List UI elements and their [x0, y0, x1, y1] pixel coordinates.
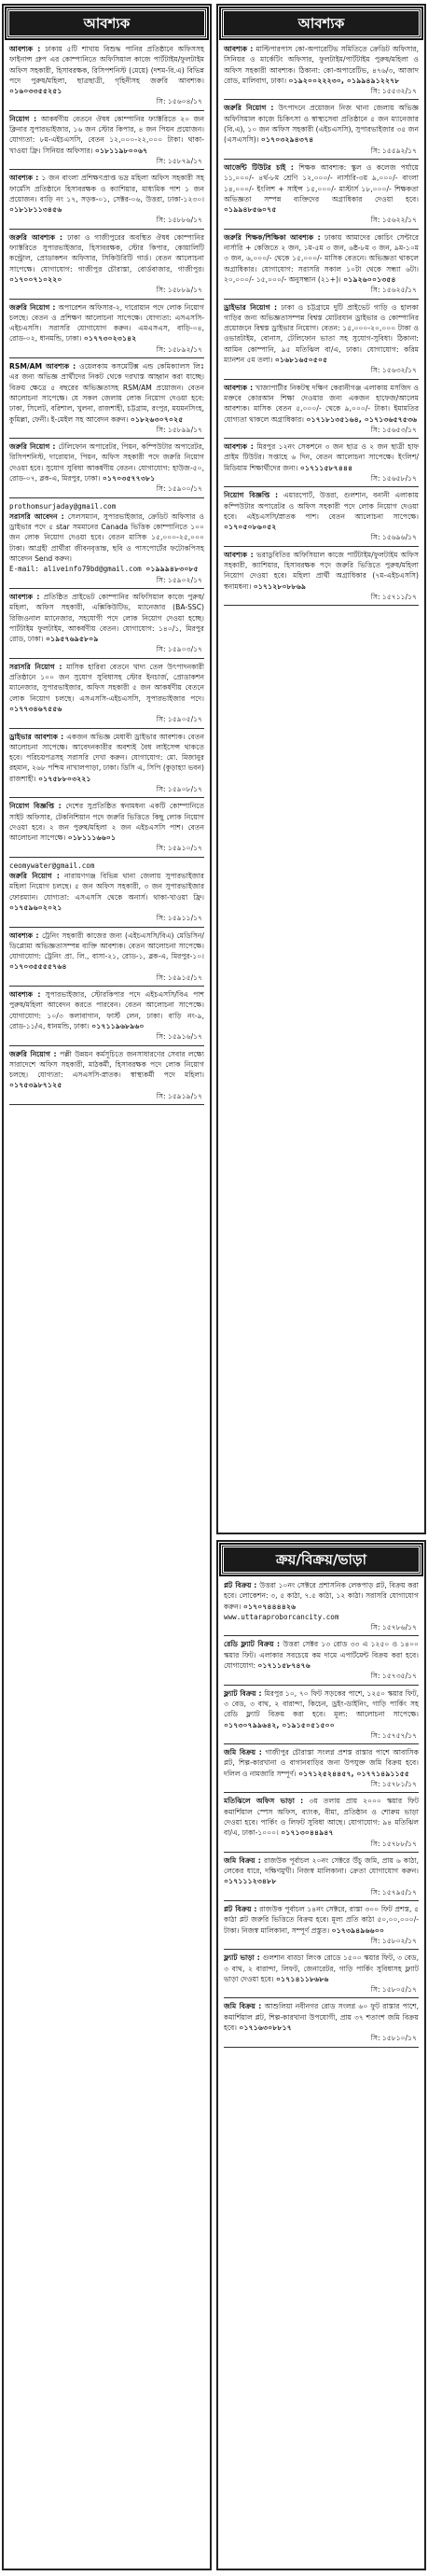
ad-category: জরুরি শিক্ষক/শিক্ষিকা আবশ্যক :: [224, 232, 324, 242]
ad-divider: [9, 1104, 204, 1105]
classified-ad: [224, 1580, 419, 1612]
ad-category: ফ্ল্যাট বিক্রয় :: [224, 1688, 265, 1698]
ad-reference: সি: ১৫৭৯৫/১৭: [370, 1887, 417, 1897]
classified-ad: [224, 44, 419, 96]
ad-divider: [9, 927, 204, 928]
ad-phone: ০১৭১১৫৮৭৪৪৪: [299, 463, 353, 472]
ad-reference: সি: ১৫৭৮৬/১৭: [370, 1623, 417, 1632]
ad-phone: ০১৭৫৯৬০২০২১: [9, 903, 62, 912]
ad-divider: [9, 357, 204, 358]
ad-reference: সি: ১৫৭৮১/১৭: [370, 1780, 417, 1789]
ad-divider: [9, 857, 204, 858]
ad-body: ঢাকা ও গাজীপুরের অবস্থিত ঔষধ কোম্পানির ফ্যাক্টরিতে সুপারভাইজার, হিসাবরক্ষক, স্টোর কিপার, কোয়ালিটি কন্ট্রোল, প্রোডাকশন অফিসার, সিকিউরিটি গার্ড। বেতন আলোচনা সাপেক্ষে। যোগাযোগ: গাজীপুর চৌরাস্তা, বোর্ডবাজার, গাজীপুর।: [9, 232, 204, 273]
property-column-header: ক্রয়/বিক্রয়/ভাড়া: [221, 1545, 421, 1575]
ad-phone: ০১৭৫৮৮০৩২২১: [38, 774, 91, 783]
ad-category: আবশ্যক :: [224, 45, 256, 53]
classified-ad: [224, 162, 419, 226]
ad-body: মাল্টিপারপাস কো-অপারেটিভ সমিতিতে ক্রেডিট অফিসার, সিনিয়র ও মার্কেটিং অফিসার, ফুলটাইম/পার্টটাইম পুরুষ/মহিলা ও অফিস সহকারী আবশ্যক। ঠিকানা: কো-অপারেটিভ, ৪৭৬/৩, আজাদ রোড, মালিবাগ, ঢাকা।: [224, 45, 419, 85]
right-column-header: আবশ্যক: [221, 8, 421, 38]
ad-phone: ০১৭৩০৭৯৯৬৪২, ০১৯১৫০৫১৫০০: [224, 1720, 335, 1729]
ad-divider: [224, 605, 419, 606]
ad-category: আবশ্যক :: [9, 45, 46, 53]
ad-divider: [9, 438, 204, 439]
ad-category: আবশ্যক :: [224, 442, 257, 452]
ad-phone: ০১৯২০০২২২৩০, ০১৯৯৪৯১২২৭৮: [288, 76, 400, 85]
classified-ad: [9, 1049, 204, 1101]
ad-divider: [9, 588, 204, 589]
ad-phone: ০১৭০৩৫৫৫৫৭৬৪: [9, 962, 67, 972]
ad-reference: সি: ১৫৭৮৮/১৭: [370, 1839, 417, 1848]
ad-category: আবশ্যক :: [9, 990, 46, 1000]
ad-divider: [9, 497, 204, 498]
classified-ad: [224, 1639, 419, 1681]
ad-category: নিয়োগ বিজ্ঞপ্তি :: [224, 491, 283, 500]
classified-ad: [9, 871, 204, 923]
ad-category: জমি বিক্রয় :: [224, 1855, 264, 1865]
ad-category: জরুরি আবশ্যক :: [9, 232, 68, 242]
classified-ad: [9, 511, 204, 564]
classified-ad: [9, 302, 204, 355]
ad-body: শিক্ষক আবশ্যক: স্কুল ও কলেজ পর্যায়ে ১১,০০০/- ৪র্থ-৮ম শ্রেণি ১২,০০০/- নার্সারি-৩য় ৯,০০০/- বাংলা ১৪,০০০/- ইংলিশ + সাইন্স ১৫,০০০/- মাস্টার্স ১৮,০০০/- শিক্ষকতা অভিজ্ঞতা সম্পন্ন ব্যক্তিদের অগ্রাধিকার দেওয়া হবে।: [224, 162, 419, 203]
ad-divider: [224, 486, 419, 487]
ad-category: ফ্ল্যাট ভাড়া :: [224, 1953, 263, 1963]
ad-phone: ০১৭৩৯৪৯৬৬০০: [331, 1925, 385, 1935]
ad-category: জমি বিক্রয় :: [224, 1748, 266, 1757]
classified-ad: [9, 173, 204, 225]
ad-divider: [224, 1792, 419, 1793]
ad-reference: সি: ১৫৬৫৩/১৭: [370, 425, 417, 434]
ad-divider: [224, 379, 419, 380]
classified-ad: [224, 1855, 419, 1897]
left-classified-column: [2, 4, 212, 2570]
ad-reference: সি: ১৫৬৫৮/১৭: [370, 473, 417, 483]
ad-body: উৎপাদনে প্রয়োজন নিজ থানা জেলায় অভিজ্ঞ অফিসিয়াল কাজে চিকিৎসা ও স্বাস্থ্যসেবা প্রতিষ্ঠানে ৫ জন ম্যানেজার (বি.এ), ১০ জন অফিস সহকারী (এইচএসসি), সুপারভাইজার ৩৫ জন (এসএসসি)।: [224, 104, 419, 145]
ad-phone: ০১৬০৩৩৫৫২৫১: [9, 87, 62, 96]
ad-reference: সি: ১৫৯১৬/১৭: [156, 1032, 202, 1042]
classified-ad: [9, 931, 204, 983]
ad-phone: ০১৯২৬০০১৩৫৪: [343, 274, 396, 284]
ad-phone: ০১৭১৪১১৮৬৮৬: [276, 1974, 329, 1983]
classified-ad: [9, 592, 204, 655]
ad-divider: [224, 159, 419, 160]
ad-divider: [224, 299, 419, 300]
ad-reference: সি: ১৫৮৭৯/১৭: [156, 156, 202, 165]
ad-body: ঢাকায় আমাদের কোচিং সেন্টারে নার্সারি + কেজিতে ২ জন, ১ম-৫ম ৩ জন, ৬ষ্ঠ-৮ম ৩ জন, ৯ম-১০ম ৩ জন, ৬,০০০/- থেকে ১৫,০০০/- মাসিক বেতনে। অভিজ্ঞতা থাকলে অগ্রাধিকার। যোগাযোগ: সরাসরি সকাল ১০টা থেকে সন্ধ্যা ৬টা। ২০,০০০/- ১৫,০০০/- অনুসন্ধান (২১+)।: [224, 232, 419, 284]
classified-ad: [224, 490, 419, 542]
ad-reference: সি: ১৫৭৫৭/১৭: [370, 1730, 417, 1740]
ad-phone: ০১৯৯৯৪৮৩০৮৫: [145, 565, 199, 574]
classified-ad: [9, 861, 204, 871]
ad-divider: [9, 299, 204, 300]
ad-phone: ০১৭৭৩৪৬৭৫৫৬: [9, 704, 62, 713]
ad-body: রাজউক পূর্বাচল ১৪নং সেক্টরে, রাস্তা ৩০০ ফিট প্রশস্ত, ৫ কাঠা প্লট জরুরি ভিত্তিতে বিক্রয় হবে। মূল্য প্রতি কাঠা ৫০,০০,০০০/- টাকা। নিজস্ব মালিকানা, সম্পূর্ণ প্রস্তুত।: [224, 1905, 419, 1935]
ad-divider: [224, 546, 419, 547]
ad-reference: সি: ১৫৯১১/১৭: [156, 914, 202, 923]
ad-phone: ০১৭১৩০৪৪৯৪৭: [281, 1828, 334, 1838]
classified-ad: [224, 2001, 419, 2043]
ad-reference: সি: ১৫৯১৯/১৭: [156, 1091, 202, 1100]
ad-reference: সি: ১৫৮১০/১৭: [370, 2034, 417, 2043]
ad-reference: সি: ১৫৫৩২/১৭: [370, 87, 417, 96]
ad-body: মিরপুর ১০, ৭০ ফিট সড়কের পাশে, ১২৫০ স্কয়ার ফিট, ৩ বেড, ৩ বাথ, ২ বারান্দা, কিচেন, ড্রইং-ডাইনিং, গাড়ি পার্কিং সহ রেডি ফ্ল্যাট বিক্রয় করা হবে। মূল্য: আলোচনা সাপেক্ষে।: [224, 1688, 419, 1719]
ad-reference: সি: ১৫৮৮৯/১৭: [156, 286, 202, 295]
ad-category: জরুরি নিয়োগ :: [9, 1049, 61, 1058]
ad-phone: ০১৭১৬৩০৮৮১৭: [239, 2023, 292, 2032]
classified-ad: [9, 564, 204, 585]
classified-ad: [9, 732, 204, 795]
ad-phone: ০১৭১১৫৮৭৪৭৬: [257, 1661, 311, 1671]
ad-reference: সি: ১৫৬৩২/১৭: [370, 366, 417, 375]
ad-category: নিয়োগ :: [9, 114, 41, 123]
left-column-header: আবশ্যক: [7, 8, 207, 38]
ad-body: পল্লী উন্নয়ন কর্মসূচিতে জনসাধারণের সেবার লক্ষ্যে সারাদেশে অফিস সহকারী, মাঠকর্মী, হিসাবরক্ষক পদে লোক নিয়োগ চলছে। যোগ্যতা: এসএসসি-স্নাতক। স্বাস্থ্যকর্মী পদে মহিলা।: [9, 1049, 204, 1080]
ad-body: উত্তরা সেক্টর ১৩ রোড ৩৩ এ ১২৫০ ও ১৪০০ স্কয়ার ফিট। এলাকার সবচেয়ে কম দামে এপার্টমেন্ট বিক্রয় করা হবে। যোগাযোগ:: [224, 1640, 419, 1671]
ad-body: নারায়ণগঞ্জ বিভিন্ন থানা জেলায় সুপারভাইজার মহিলা নিয়োগ চলছে। ৫ জন অফিস সহকারী, ৩ জন সুপারভাইজার ফোরম্যান। যোগ্যতা: এসএসসি থেকে অনার্স। থাকা-খাওয়া ফ্রি।: [9, 872, 204, 902]
ad-body: সেলসম্যান, সুপারভাইজার, ক্রেডিট অফিসার ও ড্রাইভার পদে ৫ star সমমানের Canada ভিত্তিক কোম্পানিতে ১০০ জন লোক নিয়োগ দেওয়া হবে। বেতন মাসিক ১৫,০০০-২৫,০০০ টাকা। আগ্রহী প্রার্থীরা জীবনবৃত্তান্ত, ছবি ও পাসপোর্টের ফটোকপিসহ আবেদন Send করুন।: [9, 511, 204, 564]
ad-phone: ০১৭৭৩০২৩১৪২: [83, 334, 137, 343]
classified-ad: [9, 801, 204, 853]
ad-body: প্রতিষ্ঠিত প্রাইভেট কোম্পানির অফিসিয়াল কাজে পুরুষ/মহিলা, অফিস সহকারী, এক্সিকিউটিভ, ম্যানেজার (BA-SSC) রিজিওনাল ম্যানেজার, সহযোগী পদে লোক নিয়োগ দেওয়া হচ্ছে। পার্টটাইম ফুলটাইম, আকর্ষণীয় বেতন। যোগাযোগ: ১৪০/১, মিরপুর রোড, ঢাকা।: [9, 592, 204, 644]
ad-reference: সি: ১৫৬২২/১৭: [370, 216, 417, 225]
ad-phone: ০১৭০৫০৮৬০৫২: [224, 523, 277, 532]
ad-phone: ০১৭০০৭১০২২০: [9, 274, 62, 284]
ad-category: রেডি ফ্ল্যাট বিক্রয় :: [224, 1640, 283, 1649]
ad-category: আবশ্যক :: [224, 550, 257, 559]
ad-phone: ০১৭১২৫২৪৪৫৭, ০১৭৭১৪৯১১৫৫: [298, 1769, 409, 1778]
ad-category: ড্রাইভার নিয়োগ :: [224, 302, 282, 312]
ad-divider: [224, 1852, 419, 1853]
ad-reference: সি: ১৫৯০৮/১৭: [156, 785, 202, 793]
classified-ad: [9, 232, 204, 296]
ad-body: গাজীপুর চৌরাস্তা সংলগ্ন প্রশস্ত রাস্তার পাশে আবাসিক প্লট, শিল্প-কারখানা ও বাগানবাড়ির জন্য উপযুক্ত জমি বিক্রয় হবে। দলিল ও নামজারি সম্পূর্ণ।: [224, 1748, 419, 1778]
ad-body: দেশের সুপ্রতিষ্ঠিত স্বনামধন্য একটি কোম্পানিতে সাইট অফিসার, টেকনিশিয়ান পদে জরুরি ভিত্তিতে কিছু লোক নিয়োগ দেওয়া হবে। ২ জন পুরুষ/মহিলা ২ জন এইচএসসি পাশ। বেতন আলোচনা সাপেক্ষে।: [9, 802, 204, 843]
right-classified-column: [216, 4, 426, 1534]
ad-contact-link[interactable]: ceomywater@gmail.com: [9, 861, 95, 870]
ad-phone: ০১৭১৮১৩৫১৬৪, ০১৭১৩৬৫৭৫৩৬: [306, 414, 418, 424]
ad-phone: ০১৭০৩৫৭৭৩৮১: [102, 473, 156, 483]
classified-ad: [9, 989, 204, 1042]
ad-divider: [9, 1045, 204, 1046]
classified-ad: [224, 1953, 419, 1995]
ad-body: ট্রেনিং সহকারী কাজের জন্য (এইচএসসি/বিএ) মেডিসিন/ডিপ্লোমা অভিজ্ঞতাসম্পন্ন ব্যক্তি আবশ্যক। বেতন আলোচনা সাপেক্ষে। যোগাযোগ: ট্রেনিং প্রা. লি., বাসা-২১, রোড-১, ব্লক-এ, মিরপুর-১০।: [9, 931, 204, 961]
ad-category: প্লট বিক্রয় :: [224, 1581, 260, 1589]
ad-body: একজন অভিজ্ঞ মেধাবী ড্রাইভার আবশ্যক। বেতন আলোচনা সাপেক্ষে। আবেদনকারীর অবশ্যই বৈধ লাইসেন্স থাকতে হবে। পরিচয়পত্রসহ সরাসরি দেখা করুন। যোগাযোগ: মো. মিজানুর রহমান, ২৬৮ পশ্চিম নাখালপাড়া, ঢাকা। ডিসি এ, সিপি (কুড়াহ্যা ভবন) রাজশাহী।: [9, 732, 204, 783]
ad-body: আশুলিয়া নবীনগর রোড সংলগ্ন ৬০ ফুট রাস্তার পাশে, কমার্শিয়াল প্লট, শিল্প-কারখানা উপযোগী, প্রায় ৩৭ শতাংশ জমি বিক্রয় হবে।: [224, 2002, 419, 2032]
ad-category: জমি বিক্রয় :: [224, 2002, 265, 2011]
ad-category: নিয়োগ বিজ্ঞপ্তি :: [9, 802, 66, 811]
classified-ad: [224, 1796, 419, 1848]
ad-body: উত্তরা ১০নং সেক্টরে প্রশাসনিক লেকপাড় প্লট, বিক্রয় করা হবে। লোকেশন: ৩, ৫ কাঠা, ৭.৫ কাঠা, ১২ কাঠা। সরাসরি যোগাযোগ করুন।: [224, 1581, 419, 1611]
classified-ad: [224, 302, 419, 376]
ad-divider: [224, 1635, 419, 1636]
ad-body: ৩য় তলায় প্রায় ২০০০ স্কয়ার ফিট কমার্শিয়াল স্পেস অফিস, ব্যাংক, বীমা, প্রতিষ্ঠান ও শোরুম ভাড়া দেওয়া হবে। পার্কিং ও লিফট সুবিধা আছে। যোগাযোগ: ৯৪ মতিঝিল বা/এ, ঢাকা-১০০০।: [224, 1797, 419, 1838]
ad-body: ১ জন বাংলা প্রশিক্ষণপ্রাপ্ত ভদ্র মহিলা অফিস সহকারী সহ ফার্মেসি প্রতিষ্ঠানে হিসাবরক্ষক ও ক্যাশিয়ার, মাধ্যমিক পাশ ১ জন প্রয়োজন। বাড়ি নং ১৭, সড়ক-০১, সেক্টর-০৬, উত্তরা, ঢাকা-১২৩০।: [9, 174, 204, 203]
ad-reference: সি: ১৫৮৯২/১৭: [156, 344, 202, 354]
ad-category: জরুরি নিয়োগ :: [9, 872, 65, 881]
ad-contact-link[interactable]: www.uttaraproborcancity.com: [224, 1612, 339, 1621]
ad-phone: ০১৭৫৩৯৮৭১২৫: [9, 1081, 62, 1090]
ad-phone: ০১৭১২৮০৮৮৬৯: [253, 581, 307, 591]
ad-category: জরুরি নিয়োগ :: [9, 442, 59, 452]
ad-category: প্লট বিক্রয় :: [224, 1905, 260, 1914]
classified-ad: [9, 114, 204, 166]
ad-phone: ০১৭০৩২৯৪৩৭৪: [260, 135, 314, 145]
classified-ad: [224, 1688, 419, 1741]
ad-reference: সি: ১৫৬৯৬/১৭: [370, 533, 417, 542]
ad-divider: [224, 1743, 419, 1744]
classified-ad: [224, 383, 419, 435]
ad-reference: সি: ১৫৯০০/১৭: [156, 484, 202, 494]
ad-reference: সি: ১৫৮০২/১৭: [370, 1936, 417, 1945]
classified-ad: [224, 1904, 419, 1946]
ad-category: ড্রাইভার আবশ্যক :: [9, 732, 67, 741]
classified-ad: [9, 361, 204, 435]
ad-contact-link[interactable]: E-mail: aliveinfo79bd@gmail.com: [9, 565, 146, 574]
classified-ad: [224, 441, 419, 483]
ad-reference: সি: ১৫৬২৫/১৭: [370, 286, 417, 295]
ad-reference: সি: ১৫৯০৩/১৭: [156, 645, 202, 654]
ad-category: আবশ্যক :: [9, 174, 42, 183]
ad-body: খাজাপাটীর নিকটস্থ দক্ষিণ কেরানীগঞ্জ এলাকায় মসজিদ ও মক্তবে কোরআন শিক্ষা দেওয়ার জন্য একজন হাফেজ/আলেম আবশ্যক। মাসিক বেতন ৫,০০০/- থেকে ৯,০০০/- টাকা। ইমামতির যোগ্যতা থাকলে অগ্রাধিকার।: [224, 383, 419, 424]
ad-body: মাসিক হারিবা বেতনে খাদ্য তেল উৎপাদনকারী প্রতিষ্ঠানে ১০০ জন সুযোগ সুবিধাসহ স্টোর ইনচার্জ, প্রোডাকশন ম্যানেজার, সুপারভাইজার, অফিস সহকারী ৫ জন আকর্ষণীয় বেতনে লোক নিয়োগ চলছে। এসএসসি-এইচএসসি, সুপারভাইজার পদে।: [9, 662, 204, 703]
ad-body: এয়ারপোর্ট, উত্তরা, গুলশান, বনানী এলাকায় কম্পিউটার অপারেটর ও অফিস সহকারী পদে লোক নিয়োগ দেওয়া হবে। এইচএসসি/স্নাতক পাশ। বেতন আলোচনা সাপেক্ষে।: [224, 491, 419, 521]
property-ad-list: [218, 1577, 424, 2048]
ad-phone: ০১৭১১১২৩৪৮৮: [224, 1877, 277, 1886]
classified-ad: [224, 1747, 419, 1789]
ad-phone: ০১৮২৬৩০৭০২৫: [130, 414, 184, 424]
classified-ad: [224, 232, 419, 296]
classified-ad: [224, 550, 419, 602]
ad-category: আর্জেন্ট টিউটর চাই :: [224, 162, 299, 172]
left-ad-list: [4, 41, 210, 1105]
ad-reference: সি: ১৫৯১৫/১৭: [156, 973, 202, 982]
classified-ad: [224, 103, 419, 155]
classified-ad: [224, 1612, 419, 1633]
ad-body: মিরপুর ১২নং সেকশনে ৩ জন ছাত্র ও ২ জন ছাত্রী হাফ প্রাইম টিউটর। সপ্তাহে ৬ দিন, বেতন আলোচনা সাপেক্ষে। ইংলিশ/মিডিয়াম শিক্ষার্থীদের জন্য।: [224, 442, 419, 472]
ad-category: আবশ্যক :: [9, 592, 44, 601]
ad-body: ভরাডুবিতির অফিসিয়াল কাজে পার্টটাইম/ফুলটাইম অফিস সহকারী, ক্যাশিয়ার, হিসাবরক্ষক পদে জরুরি ভিত্তিতে পুরুষ/মহিলা নিয়োগ দেওয়া হবে। মহিলা প্রার্থী অগ্রাধিকার (৭ম-এইচএসসি) স্বনামধন্য।: [224, 550, 419, 591]
ad-divider: [224, 438, 419, 439]
ad-phone: ০১৯৯৪৮৫৬০৭৫: [224, 205, 277, 215]
ad-phone: ০১৬৮১৬৫০৫০৫: [274, 356, 328, 365]
ad-phone: ০১৮১৮১১৩৪৫৬: [9, 205, 62, 215]
ad-divider: [9, 110, 204, 111]
ad-phone: ০১৭১১৯৬৮৯৬০: [91, 1021, 145, 1030]
ad-reference: সি: ১৫৯০২/১৭: [156, 575, 202, 584]
ad-body: গুলশান বাড্ডা লিংক রোডে ১৫০০ স্কয়ার ফিট, ৩ বেড, ৩ বাথ, ২ বারান্দা, লিফট, জেনারেটর, গাড়ি পার্কিং সুবিধাসহ ফ্ল্যাট ভাড়া দেওয়া হবে।: [224, 1953, 419, 1983]
ad-reference: সি: ১৫৮০৫/১৭: [370, 1985, 417, 1995]
ad-body: টেলিফোন অপারেটর, পিয়ন, কম্পিউটার অপারেটর, রিসিপশনিস্ট, দারোয়ান, পিয়ন, অফিস সহকারী পদে জরুরি নিয়োগ দেওয়া হবে। সুযোগ সুবিধা আকর্ষণীয় বেতন। যোগাযোগ: হাউজ-৫০, রোড-০৭, ব্লক-এ, মিরপুর, ঢাকা।: [9, 442, 204, 483]
ad-divider: [224, 2047, 419, 2048]
ad-body: ঢাকা ও চট্টগ্রামে দুটি প্রাইভেট গাড়ি ও হালকা গাড়ির জন্য অভিজ্ঞতাসম্পন্ন বিশ্বস্ত মোটরযান ড্রাইভার ও কোম্পানির প্রয়োজনে বিশ্বস্ত ড্রাইভার নিয়োগ। বেতন: ১৫,০০০-২০,০০০ টাকা ও ওভারটাইম, বোনাস, টেলিফোন ভাতা সহ সুযোগ-সুবিধা। ঠিকানা: আমিন কোম্পানি, ৯৫ মতিঝিল বা/এ, ঢাকা। যোগাযোগ: করিম ম্যানশন ৫ম তলা।: [224, 302, 419, 365]
ad-divider: [224, 1900, 419, 1901]
ad-reference: সি: ১৫৯০৫/১৭: [156, 715, 202, 724]
ad-phone: ০১৯৫৭৬৯৫৮০৯: [46, 635, 99, 644]
ad-reference: সি: ১৫৮৯৯/১৭: [156, 425, 202, 434]
ad-body: ঢাকায় ৫টি শাখায় বিশুদ্ধ পানির প্রতিষ্ঠানে অফিসসহ ফাইনান্স গ্রুপ এর কোম্পানিতে অফিসিয়াল কাজে পার্টটাইম/ফুলটাইম অফিস সহকারী, হিসাবরক্ষক, রিসিপশনিস্ট (মেয়ে) (দশম-বি.এ) বিভিন্ন পদে পুরুষ/মহিলা, ছাত্রছাত্রী, গৃহিনীসহ জরুরি আবশ্যক।: [9, 45, 204, 85]
classified-ad: [9, 44, 204, 107]
ad-reference: সি: ১৫৯১০/১৭: [156, 844, 202, 853]
ad-divider: [224, 1949, 419, 1950]
ad-divider: [9, 169, 204, 170]
ad-body: রাজউক পূর্বাচল ২০নং সেক্টরে উঁচু জমি, প্রায় ৬ কাঠা, লেকের ধারে, দক্ষিণমুখী। নিজস্ব মালিকানা। ক্রেতা যোগাযোগ করুন।: [224, 1855, 419, 1876]
ad-phone: ০১৮১১৯৮০০৬৭: [94, 146, 148, 155]
ad-divider: [224, 1997, 419, 1998]
property-classified-column: [216, 1540, 426, 2570]
ad-category: সরাসরি নিয়োগ :: [9, 662, 67, 671]
ad-body: সুপারভাইজার, স্টোরকিপার পদে এইচএসসি/বিএ পাশ পুরুষ/মহিলা আবেদন করতে পারবেন। বেতন আলোচনা সাপেক্ষে। যোগাযোগ: ১০/৩ কলাবাগান, ফার্স্ট লেন, ঢাকা। বাড়ি নং-৯, রোড-১১/এ, ধানমন্ডি, ঢাকা।: [9, 990, 205, 1030]
ad-divider: [9, 728, 204, 729]
ad-category: RSM/AM আবশ্যক :: [9, 362, 80, 371]
ad-reference: সি: ১৫৭৩৫/১৭: [370, 1672, 417, 1681]
ad-phone: ০১৭০৭৪৪৪৪২৬: [242, 1602, 297, 1611]
ad-divider: [224, 1685, 419, 1686]
ad-reference: সি: ১৫৭১১/১৭: [370, 592, 417, 601]
ad-divider: [224, 99, 419, 100]
classified-ad: [9, 501, 204, 511]
ad-reference: সি: ১৫৮৮৬/১৭: [156, 216, 202, 225]
ad-phone: ০১৮১১১৬৬০১: [67, 833, 117, 843]
ad-divider: [9, 658, 204, 659]
ad-body: আকর্ষণীয় বেতনে ঔষধ কোম্পানির ফ্যাক্টরিতে ২০ জন ক্লিনার সুপারভাইজার, ১৬ জন স্টোর কিপার, ৪ জন পিয়ন প্রয়োজন। যোগ্যতা: ৮ম-এইচএসসি, বেতন ১২,০০০-২২,০০০ টাকা। থাকা-খাওয়া ফ্রি। সিনিয়র অফিসার।: [9, 114, 205, 155]
ad-category: সরাসরি আবেদন :: [9, 511, 68, 521]
classified-ad: [9, 441, 204, 494]
ad-divider: [9, 229, 204, 230]
classified-ad: [9, 662, 204, 725]
ad-reference: সি: ১৫৫৯২/১৭: [370, 146, 417, 155]
ad-category: আবশ্যক :: [224, 383, 256, 392]
ad-category: জরুরি নিয়োগ :: [9, 302, 59, 312]
ad-body: অপারেশন অফিসার-২, দারোয়ান পদে লোক নিয়োগ চলছে। বেতন ও প্রশিক্ষণ আলোচনা সাপেক্ষে। যোগ্যতা: এসএসসি-এইচএসসি। সরাসরি যোগাযোগ করুন। এমএসএস, বাড়ি-০৪, রোড-০২, ধানমন্ডি, ঢাকা।: [9, 302, 204, 343]
right-ad-list: [218, 41, 424, 606]
ad-reference: সি: ১৫৬০৪/১৭: [156, 97, 202, 106]
ad-divider: [9, 986, 204, 987]
ad-category: আবশ্যক :: [9, 931, 42, 940]
ad-body: ওয়েলকাম কসমেটিক্স এন্ড কেমিক্যালস লিঃ এর জন্য অভিজ্ঞ প্রার্থীদের নিকট থেকে দরখাস্ত আহ্বান করা যাচ্ছে। বিক্রয় ক্ষেত্রে ৫ বছরের অভিজ্ঞতাসহ RSM/AM প্রয়োজন। বেতন আলোচনা সাপেক্ষে। যে সকল জেলায় লোক নিয়োগ দেওয়া হবে: ঢাকা, সিলেট, বরিশাল, খুলনা, রাজশাহী, চট্টগ্রাম, রংপুর, ময়মনসিংহ, কুমিল্লা, ফেনী। ই-মেইল সহ আবেদন করুন।: [9, 362, 205, 424]
ad-category: মতিঝিলে অফিস ভাড়া :: [224, 1797, 310, 1806]
ad-divider: [9, 797, 204, 798]
ad-contact-link[interactable]: prothomsurjaday@gmail.com: [9, 501, 117, 511]
ad-category: জরুরি নিয়োগ :: [224, 104, 279, 113]
ad-divider: [224, 229, 419, 230]
